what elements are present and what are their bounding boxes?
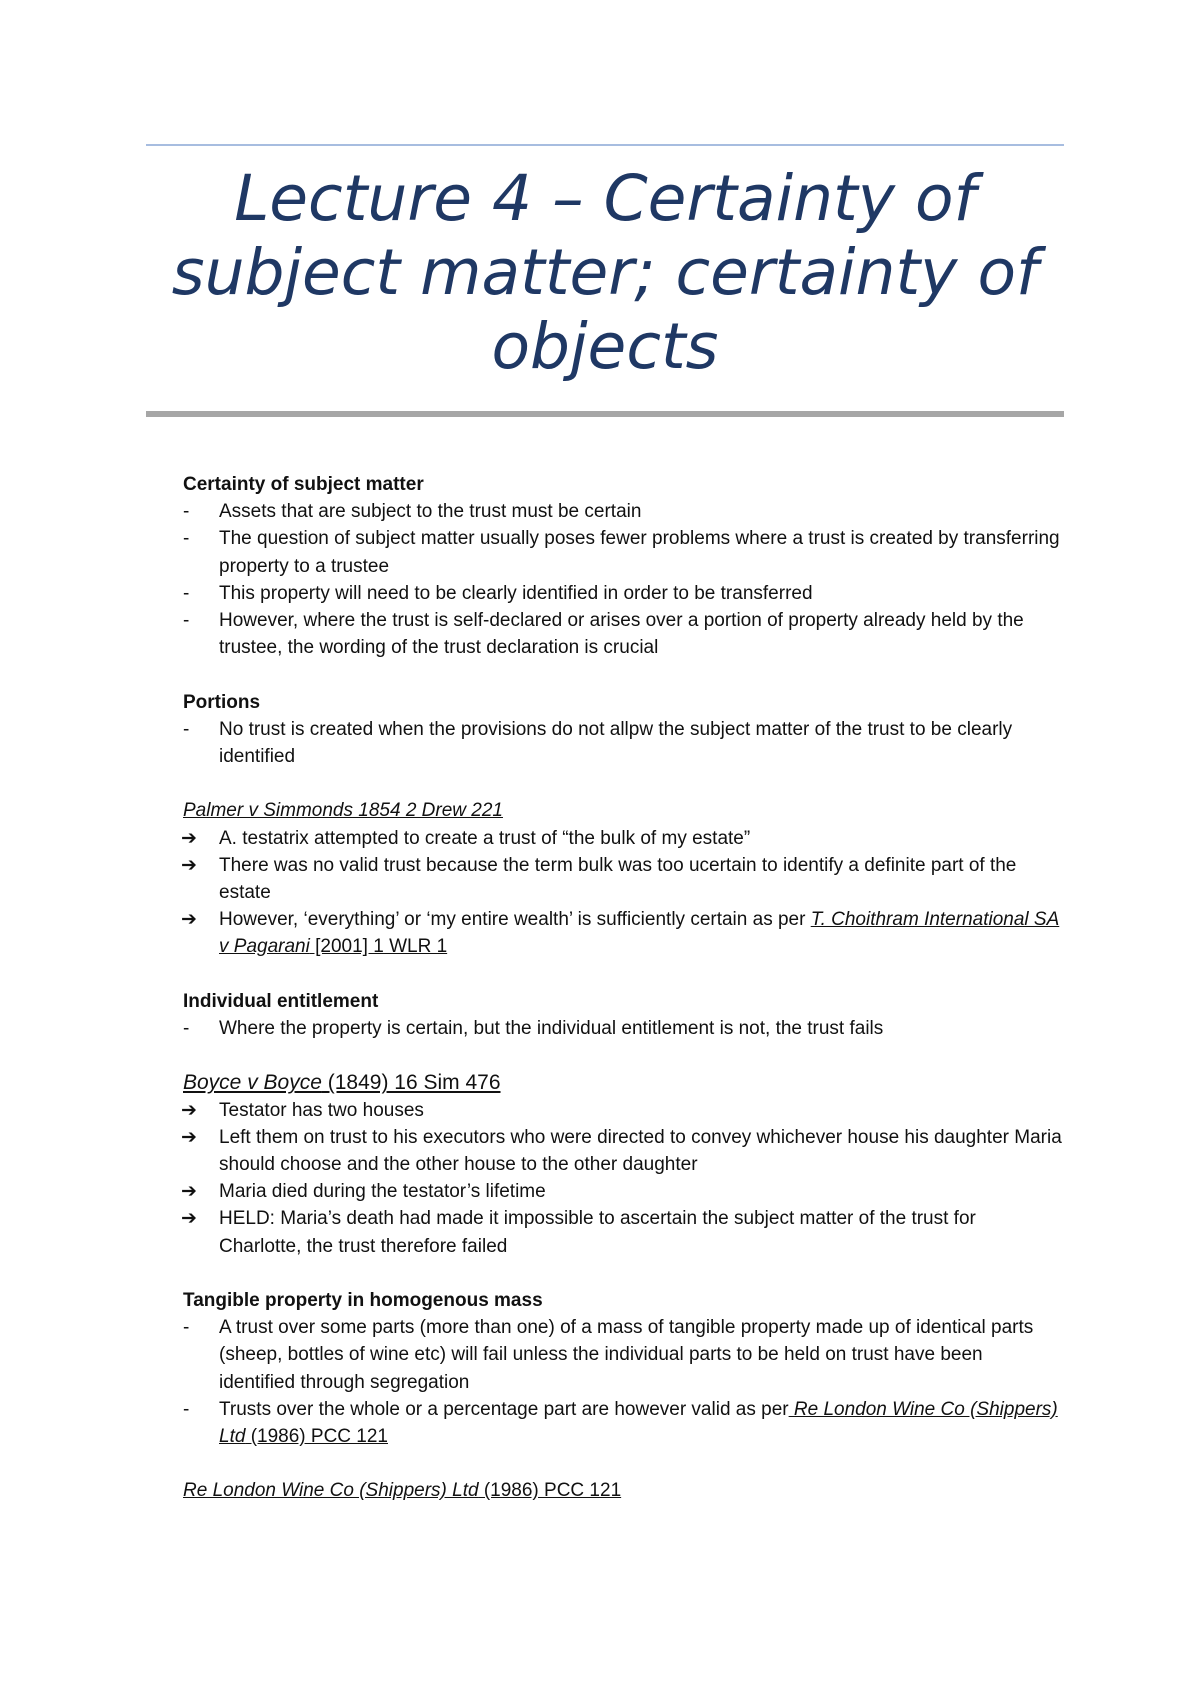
case-cite: (1986) PCC 121 [245, 1426, 388, 1448]
dash-bullet: - [183, 1317, 190, 1339]
case-cite: [2001] 1 WLR 1 [309, 936, 448, 958]
list-item-text: However, where the trust is self-declared or arises over a portion of property already held by the trustee, the wording of the trust declaration is crucial [219, 610, 1024, 659]
arrow-item-text: However, ‘everything’ or ‘my entire wealth’ is sufficiently certain as per [219, 909, 811, 931]
arrow-item-text: Testator has two houses [219, 1099, 424, 1121]
arrow-right-icon: ➔ [181, 1126, 197, 1148]
section-heading: Portions [183, 691, 261, 713]
arrow-right-icon: ➔ [181, 827, 197, 849]
case-re-london-wine [183, 1477, 1063, 1504]
case-name-link[interactable]: Re London Wine Co (Shippers) Ltd [183, 1480, 479, 1502]
arrow-item [183, 825, 1063, 852]
title-bottom-rule [146, 411, 1064, 417]
case-cite: (1986) PCC 121 [478, 1480, 622, 1502]
case-name-link[interactable]: Re London Wine Co (Shippers) Ltd [219, 1398, 1058, 1448]
dash-bullet: - [183, 501, 190, 523]
arrow-item-text: Left them on trust to his executors who were directed to convey whichever house his daughter Maria should choose and the other house to the other daughter [219, 1126, 1062, 1176]
section-portions [183, 689, 1063, 771]
arrow-right-icon: ➔ [181, 1181, 197, 1203]
dash-bullet: - [183, 528, 190, 550]
case-citation [183, 797, 1063, 824]
dash-bullet: - [183, 582, 190, 604]
arrow-item-text: There was no valid trust because the term bulk was too ucertain to identify a definite part of the estate [219, 854, 1017, 904]
arrow-item [183, 1205, 1063, 1259]
section-individual-entitlement [183, 988, 1063, 1042]
list-item-text: Assets that are subject to the trust must be certain [219, 501, 642, 523]
dash-bullet: - [183, 718, 190, 740]
arrow-item-text: A. testatrix attempted to create a trust of “the bulk of my estate” [219, 827, 751, 849]
list-item-text: The question of subject matter usually poses fewer problems where a trust is created by transferring property to a trustee [219, 528, 1060, 577]
case-name-link[interactable]: Palmer v Simmonds 1854 2 Drew 221 [183, 800, 503, 822]
dash-bullet: - [183, 1018, 190, 1040]
document-title: Lecture 4 – Certainty of subject matter; certainty of objects [171, 162, 1039, 383]
list-item [183, 607, 1063, 661]
arrow-item [183, 1124, 1063, 1178]
list-item-text: No trust is created when the provisions do not allpw the subject matter of the trust to be clearly identified [219, 718, 1013, 768]
list-item [183, 498, 1063, 525]
list-item [183, 1015, 1063, 1042]
case-cite: (1849) 16 Sim 476 [321, 1071, 501, 1095]
list-item-text: Where the property is certain, but the individual entitlement is not, the trust fails [219, 1018, 884, 1040]
list-item-text: A trust over some parts (more than one) of a mass of tangible property made up of identical parts (sheep, bottles of wine etc) will fail unless the individual parts to be held on trust have been identified through segregation [219, 1317, 1034, 1393]
case-name-link[interactable]: Boyce v Boyce [183, 1071, 322, 1095]
arrow-item [183, 852, 1063, 906]
arrow-item [183, 1097, 1063, 1124]
list-item [183, 716, 1063, 770]
dash-bullet: - [183, 1398, 190, 1420]
case-name-link[interactable]: T. Choithram International SA v Pagarani [219, 909, 1060, 958]
arrow-right-icon: ➔ [181, 909, 197, 931]
dash-bullet: - [183, 610, 190, 632]
case-boyce-v-boyce [183, 1069, 1063, 1259]
section-subject-matter [183, 471, 1063, 661]
case-palmer-v-simmonds [183, 797, 1063, 960]
section-heading: Tangible property in homogenous mass [183, 1290, 543, 1312]
case-citation [183, 1477, 1063, 1504]
list-item-text: Trusts over the whole or a percentage part are however valid as per [219, 1398, 789, 1420]
list-item-text: This property will need to be clearly identified in order to be transferred [219, 582, 813, 604]
document-body [183, 471, 1063, 1505]
list-item [183, 580, 1063, 607]
title-top-rule [146, 144, 1064, 146]
arrow-right-icon: ➔ [181, 1208, 197, 1230]
section-heading: Certainty of subject matter [183, 474, 424, 495]
list-item [183, 525, 1063, 579]
case-citation [183, 1069, 1063, 1096]
arrow-right-icon: ➔ [181, 854, 197, 876]
arrow-right-icon: ➔ [181, 1099, 197, 1121]
section-heading: Individual entitlement [183, 990, 379, 1012]
list-item [183, 1314, 1063, 1396]
arrow-item-text: Maria died during the testator’s lifetime [219, 1181, 546, 1203]
arrow-item-text: HELD: Maria’s death had made it impossible to ascertain the subject matter of the trust for Charlotte, the trust therefore failed [219, 1208, 976, 1257]
section-tangible-property [183, 1287, 1063, 1450]
arrow-item [183, 1178, 1063, 1205]
list-item [183, 1396, 1063, 1450]
arrow-item [183, 906, 1063, 960]
